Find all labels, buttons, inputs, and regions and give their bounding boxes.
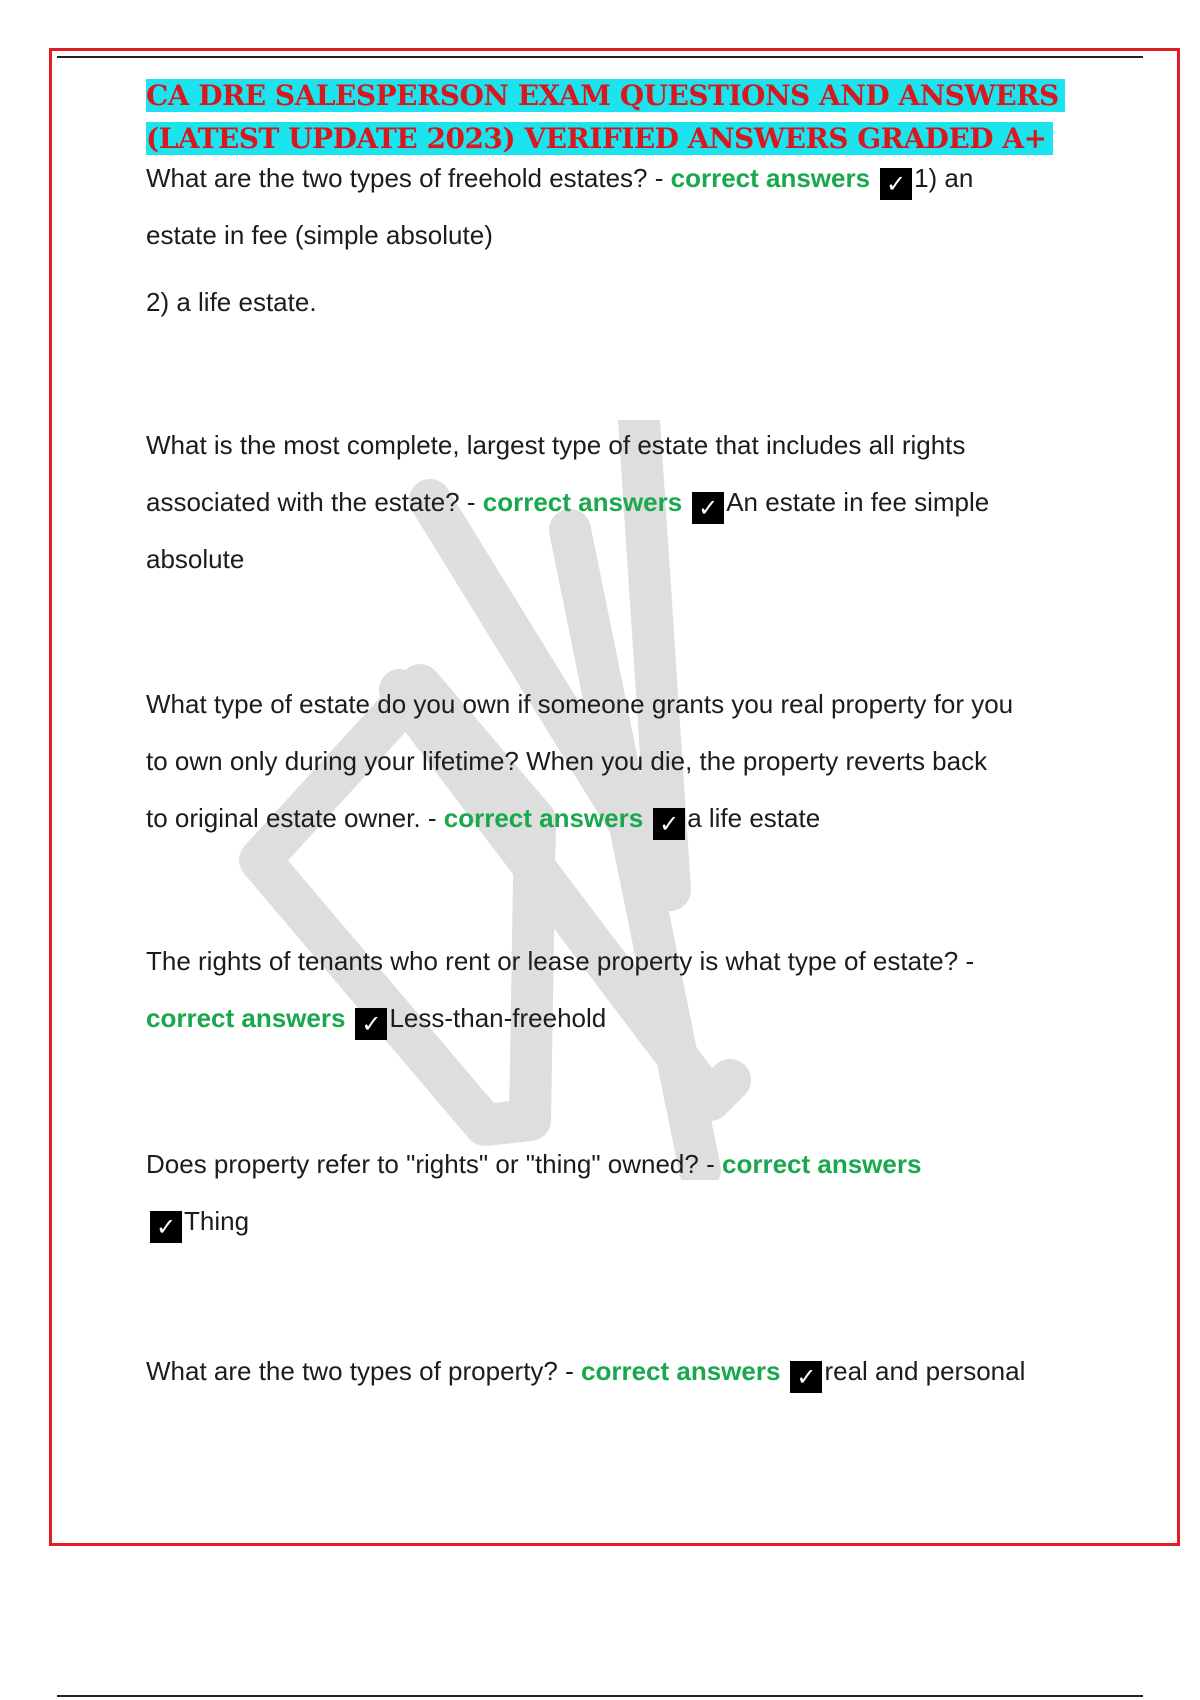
qa-item-2 xyxy=(146,417,1096,588)
question-text: Does property refer to "rights" or "thing" owned? - xyxy=(146,1149,715,1179)
title-line-1: CA DRE SALESPERSON EXAM QUESTIONS AND ANSWERS xyxy=(146,79,1065,112)
answer-text: Less-than-freehold xyxy=(389,1003,607,1033)
answer-text: 1) an xyxy=(914,163,974,193)
document-body xyxy=(146,74,1096,1400)
question-text: associated with the estate? - xyxy=(146,487,476,517)
correct-answers-label: correct answers xyxy=(721,1149,922,1179)
checkbox-checked-icon: ✓ xyxy=(653,808,685,840)
answer-text: Thing xyxy=(184,1206,250,1236)
qa-line xyxy=(146,790,1096,847)
qa-line xyxy=(146,1136,1096,1193)
correct-answers-label: correct answers xyxy=(482,487,683,517)
qa-item-6 xyxy=(146,1343,1096,1400)
header-rule xyxy=(57,56,1143,58)
checkbox-checked-icon: ✓ xyxy=(692,492,724,524)
checkbox-checked-icon: ✓ xyxy=(150,1211,182,1243)
question-line: What type of estate do you own if someone grants you real property for you xyxy=(146,689,1014,719)
question-line: to own only during your lifetime? When you die, the property reverts back xyxy=(146,746,988,776)
qa-line xyxy=(146,990,1096,1047)
correct-answers-label: correct answers xyxy=(581,1356,781,1386)
checkbox-checked-icon: ✓ xyxy=(880,168,912,200)
correct-answers-label: correct answers xyxy=(146,1003,346,1033)
footer-rule xyxy=(57,1695,1143,1697)
qa-line xyxy=(146,150,1096,207)
qa-item-1 xyxy=(146,150,1096,331)
answer-text: real and personal xyxy=(824,1356,1026,1386)
qa-item-3 xyxy=(146,676,1096,847)
answer-line: absolute xyxy=(146,544,245,574)
title-line-2: (LATEST UPDATE 2023) VERIFIED ANSWERS GRADED A+ xyxy=(146,122,1053,155)
answer-text: An estate in fee simple xyxy=(726,487,990,517)
answer-line: estate in fee (simple absolute) xyxy=(146,220,493,250)
correct-answers-label: correct answers xyxy=(670,163,871,193)
answer-line xyxy=(146,1193,1096,1250)
checkbox-checked-icon: ✓ xyxy=(355,1008,387,1040)
qa-item-4 xyxy=(146,933,1096,1047)
checkbox-checked-icon: ✓ xyxy=(790,1361,822,1393)
qa-line xyxy=(146,1343,1096,1400)
question-text: to original estate owner. - xyxy=(146,803,437,833)
question-text: What are the two types of property? - xyxy=(146,1356,574,1386)
question-line: The rights of tenants who rent or lease property is what type of estate? - xyxy=(146,946,975,976)
question-text: What are the two types of freehold estates? - xyxy=(146,163,664,193)
answer-line: 2) a life estate. xyxy=(146,287,317,317)
answer-text: a life estate xyxy=(687,803,821,833)
qa-line xyxy=(146,474,1096,531)
qa-item-5 xyxy=(146,1136,1096,1250)
correct-answers-label: correct answers xyxy=(443,803,644,833)
question-line: What is the most complete, largest type of estate that includes all rights xyxy=(146,430,966,460)
document-title xyxy=(146,74,1096,160)
